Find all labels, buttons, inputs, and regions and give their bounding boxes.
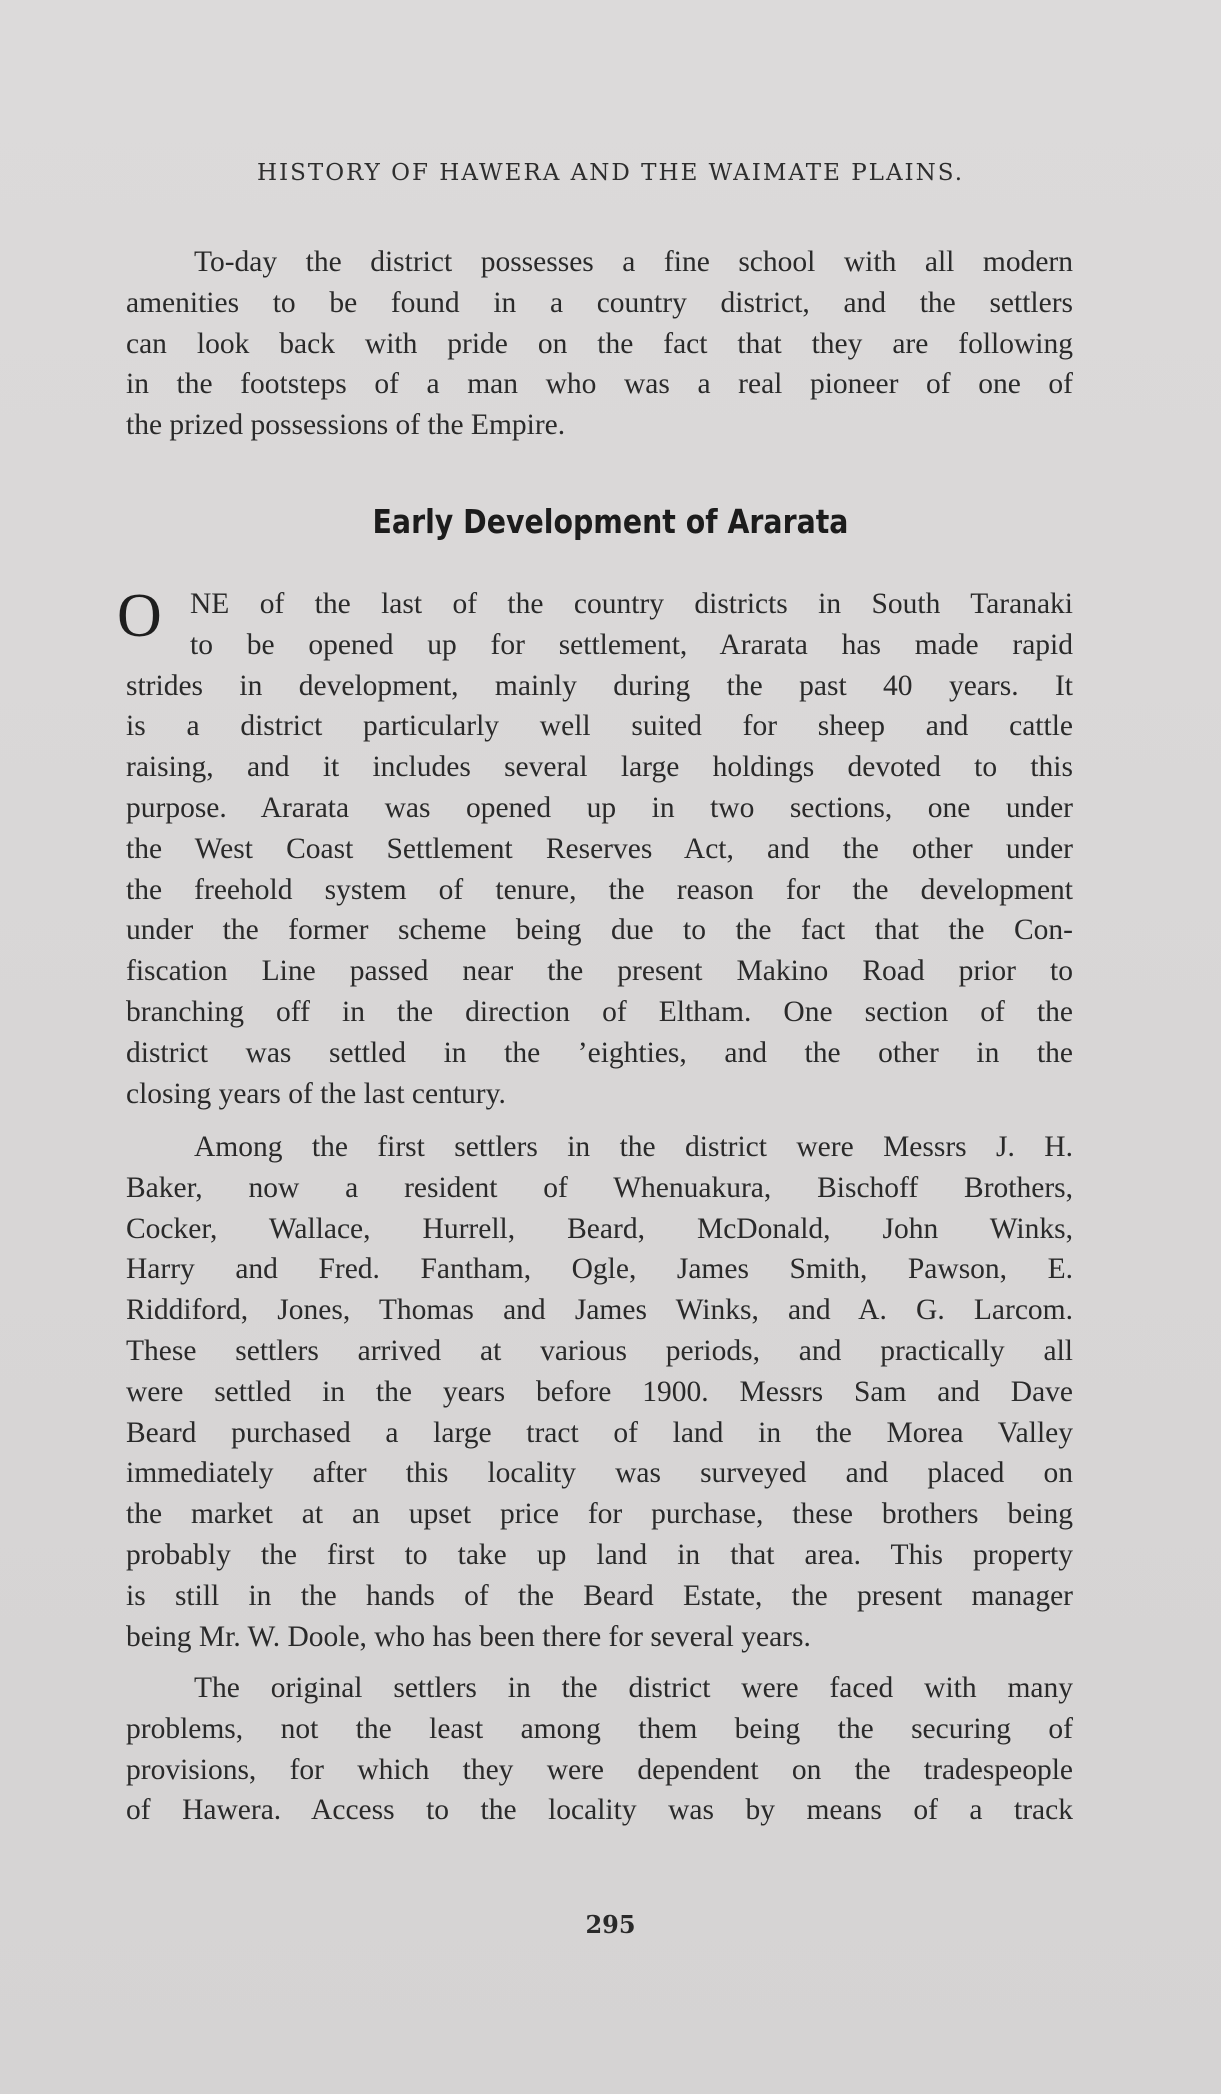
text-line: Riddiford, Jones, Thomas and James Winks, and A. G. Larcom.	[126, 1294, 1073, 1327]
drop-cap: O	[117, 582, 162, 650]
text-line: NE of the last of the country districts in South Taranaki	[190, 588, 1073, 620]
text-line: problems, not the least among them being the securing of	[126, 1712, 1073, 1745]
text-line: of Hawera. Access to the locality was by means of a track	[126, 1794, 1073, 1827]
text-line: raising, and it includes several large holdings devoted to this	[126, 751, 1073, 784]
text-line: in the footsteps of a man who was a real pioneer of one of	[126, 368, 1073, 401]
text-line: branching off in the direction of Eltham. One section of the	[126, 995, 1073, 1028]
text-line: These settlers arrived at various periods, and practically all	[126, 1334, 1073, 1367]
text-line: Cocker, Wallace, Hurrell, Beard, McDonald, John Winks,	[126, 1212, 1073, 1245]
text-line: is still in the hands of the Beard Estate, the present manager	[126, 1579, 1073, 1612]
text-line: probably the first to take up land in that area. This property	[126, 1538, 1073, 1571]
text-line: purpose. Ararata was opened up in two sections, one under	[126, 791, 1073, 824]
text-line: under the former scheme being due to the fact that the Con-	[126, 914, 1073, 947]
paragraph-one	[126, 584, 1073, 1114]
text-line: immediately after this locality was surveyed and placed on	[126, 1457, 1073, 1490]
text-line: strides in development, mainly during the past 40 years. It	[126, 669, 1073, 702]
text-line: being Mr. W. Doole, who has been there for several years.	[126, 1620, 811, 1653]
text-line: the West Coast Settlement Reserves Act, and the other under	[126, 832, 1073, 865]
text-line: The original settlers in the district were faced with many	[194, 1672, 1073, 1704]
text-line: is a district particularly well suited for sheep and cattle	[126, 710, 1073, 743]
paragraph-three	[126, 1668, 1073, 1831]
running-head: HISTORY OF HAWERA AND THE WAIMATE PLAINS.	[256, 160, 965, 186]
text-line: the market at an upset price for purchase, these brothers being	[126, 1498, 1073, 1531]
text-line: district was settled in the ’eighties, and the other in the	[126, 1036, 1073, 1069]
intro-paragraph	[126, 242, 1073, 446]
text-line: were settled in the years before 1900. Messrs Sam and Dave	[126, 1375, 1073, 1408]
text-line: To-day the district possesses a fine school with all modern	[194, 246, 1073, 278]
text-line: the prized possessions of the Empire.	[126, 409, 566, 442]
text-line: can look back with pride on the fact that they are following	[126, 327, 1073, 360]
text-line: the freehold system of tenure, the reason for the development	[126, 873, 1073, 906]
text-line: fiscation Line passed near the present Makino Road prior to	[126, 955, 1073, 988]
text-line: Baker, now a resident of Whenuakura, Bischoff Brothers,	[126, 1171, 1073, 1204]
page-number: 295	[585, 1910, 636, 1939]
section-heading: Early Development of Ararata	[372, 502, 849, 541]
text-line: Beard purchased a large tract of land in the Morea Valley	[126, 1416, 1073, 1449]
text-line: provisions, for which they were dependent on the tradespeople	[126, 1753, 1073, 1786]
text-line: to be opened up for settlement, Ararata has made rapid	[190, 628, 1073, 661]
text-line: Harry and Fred. Fantham, Ogle, James Smith, Pawson, E.	[126, 1253, 1073, 1286]
text-line: amenities to be found in a country district, and the settlers	[126, 286, 1073, 319]
text-line: Among the first settlers in the district were Messrs J. H.	[194, 1131, 1073, 1163]
text-line: closing years of the last century.	[126, 1077, 506, 1110]
paragraph-two	[126, 1127, 1073, 1657]
